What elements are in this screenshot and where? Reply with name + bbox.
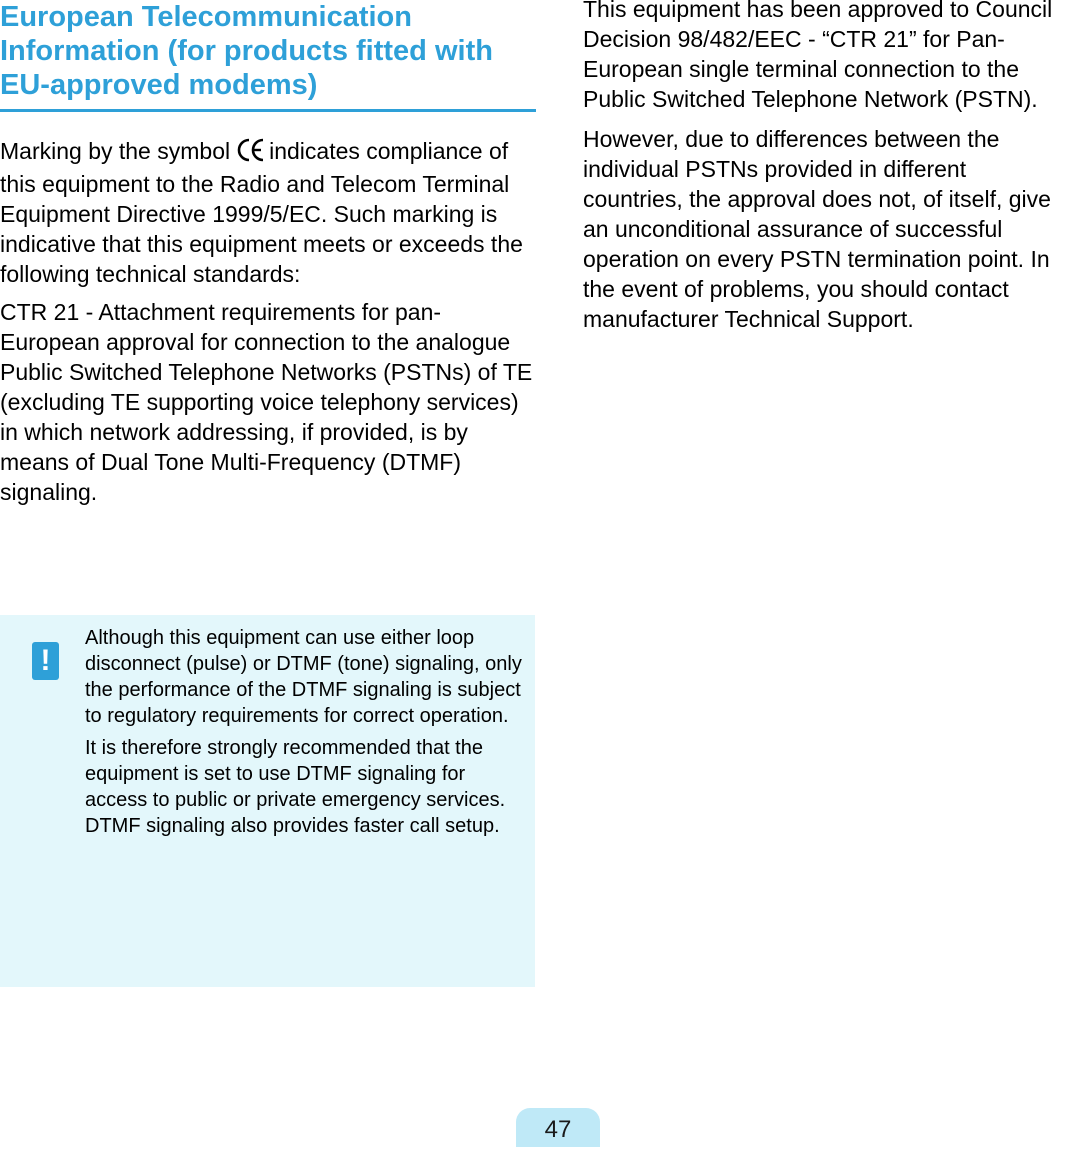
section-heading: European Telecommunication Information (for products fitted with EU-approved modems)	[0, 1, 493, 101]
note-paragraph-1: Although this equipment can use either loop disconnect (pulse) or DTMF (tone) signaling, only the performance of the DTMF signaling is subject to regulatory requirements for correct operation.	[85, 627, 522, 727]
pstn-differences-paragraph: However, due to differences between the individual PSTNs provided in different countries, the approval does not, of itself, give an unconditional assurance of successful operation on every PSTN termination point. In the event of problems, you should contact manufacturer Technical Support.	[583, 126, 1051, 332]
left-column	[0, 0, 536, 507]
ce-paragraph-rest: indicates compliance of this equipment to the Radio and Telecom Terminal Equipment Directive 1999/5/EC. Such marking is indicative that this equipment meets or exceeds the following technical standards:	[0, 138, 523, 287]
ce-mark-icon	[236, 138, 266, 169]
note-box	[0, 615, 535, 987]
heading-divider	[0, 109, 536, 112]
ce-paragraph-lead: Marking by the symbol	[0, 138, 231, 164]
note-paragraph-2: It is therefore strongly recommended that the equipment is set to use DTMF signaling for access to public or private emergency services. DTMF signaling also provides faster call setup.	[85, 737, 506, 837]
note-text	[85, 625, 530, 839]
exclamation-icon: !	[32, 642, 59, 680]
page-number: 47	[516, 1108, 600, 1147]
ctr21-paragraph: CTR 21 - Attachment requirements for pan-European approval for connection to the analogue Public Switched Telephone Networks (PSTNs) of TE (excluding TE supporting voice telephony services) in which network addressing, if provided, is by means of Dual Tone Multi-Frequency (DTMF) signaling.	[0, 299, 533, 505]
ce-marking-paragraph	[0, 136, 536, 289]
approval-paragraph: This equipment has been approved to Council Decision 98/482/EEC - “CTR 21” for Pan-European single terminal connection to the Public Switched Telephone Network (PSTN).	[583, 0, 1053, 112]
right-column	[583, 0, 1070, 334]
